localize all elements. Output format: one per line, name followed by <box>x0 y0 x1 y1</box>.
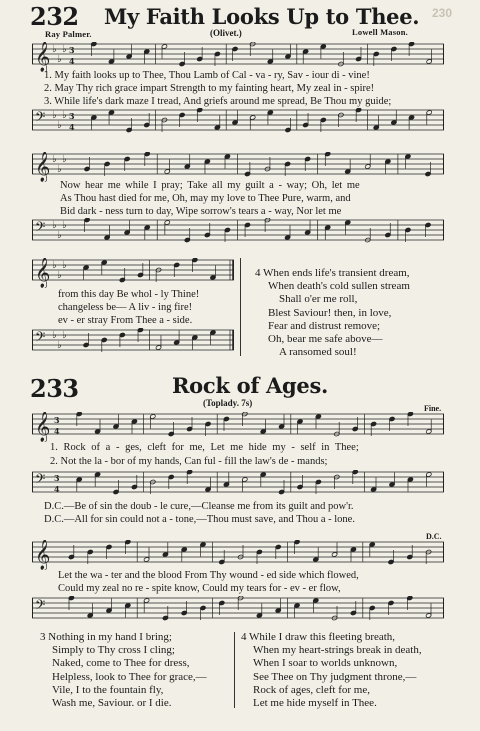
time-signature-bottom: 4 <box>69 122 75 132</box>
staff-233-s2-treble <box>32 540 444 570</box>
flat-sign-icon: ♭ <box>57 120 62 131</box>
note-head <box>204 159 210 174</box>
bass-clef-icon: 𝄢 <box>35 109 46 128</box>
note-head <box>101 260 107 275</box>
hymn-233-tune: (Toplady. 7s) <box>203 398 253 408</box>
staff-svg <box>32 412 444 442</box>
note-head <box>125 603 131 618</box>
lyric-232-s1-v2: 2. May Thy rich grace impart Strength to my fainting heart, My zeal in - spire! <box>44 83 375 94</box>
lyric-233-s2-v2: Could my zeal no re - spite know, Could my tears for - ev - er flow, <box>58 583 341 594</box>
fine-mark: Fine. <box>424 404 442 413</box>
note-head <box>391 111 397 126</box>
lyric-232-s1-v1: 1. My faith looks up to Thee, Thou Lamb of Cal - va - ry, Sav - iour di - vine! <box>44 70 370 81</box>
note-head <box>95 420 101 435</box>
flat-sign-icon: ♭ <box>57 230 62 241</box>
note-head <box>250 115 256 130</box>
treble-clef-icon: 𝄞 <box>35 42 51 72</box>
note-head <box>297 419 303 434</box>
note-head <box>210 330 216 345</box>
verse-line: See Thee on Thy judgment throne,— <box>253 670 417 683</box>
note-head <box>161 44 167 59</box>
note-head <box>144 598 150 613</box>
treble-clef-icon: 𝄞 <box>35 412 51 442</box>
verse-line: Vile, I to the fountain fly, <box>52 683 164 696</box>
note-head <box>224 154 230 169</box>
lyric-233-s2-v1: Let the wa - ter and the blood From Thy wound - ed side which flowed, <box>58 570 359 581</box>
note-head <box>305 221 311 236</box>
note-head <box>106 599 112 614</box>
treble-clef-icon: 𝄞 <box>35 152 51 182</box>
note-head <box>405 154 411 169</box>
staff-svg <box>32 258 234 288</box>
lyric-233-dc-v1: D.C.—Be of sin the doub - le cure,—Cleanse me from its guilt and pow'r. <box>44 501 354 512</box>
staff-svg <box>32 42 444 72</box>
lyric-232-s2-v2: As Thou hast died for me, Oh, may my love to Thee Pure, warm, and <box>60 193 351 204</box>
hymn-233-title: Rock of Ages. <box>172 373 329 398</box>
note-head <box>155 336 161 351</box>
hymn-232-title: My Faith Looks Up to Thee. <box>104 4 420 29</box>
faint-page-number: 230 <box>432 6 453 20</box>
note-head <box>162 543 168 558</box>
flat-sign-icon: ♭ <box>62 44 67 55</box>
staff-svg <box>32 470 444 500</box>
flat-sign-icon: ♭ <box>52 154 57 165</box>
verse-line: A ransomed soul! <box>279 346 357 359</box>
note-head <box>365 155 371 170</box>
note-head <box>144 548 150 563</box>
staff-233-s2-bass <box>32 596 444 626</box>
lyric-233-dc-v2: D.C.—All for sin could not a - tone,—Thou must save, and Thou a - lone. <box>44 514 355 525</box>
bass-clef-icon: 𝄢 <box>35 329 46 348</box>
note-head <box>371 478 377 493</box>
note-head <box>242 477 248 492</box>
treble-clef-icon: 𝄞 <box>35 540 51 570</box>
note-head <box>104 226 110 241</box>
time-signature-bottom: 4 <box>54 484 60 494</box>
verse-line: 4 While I draw this fleeting breath, <box>241 631 396 643</box>
flat-sign-icon: ♭ <box>62 260 67 271</box>
note-head <box>174 331 180 346</box>
note-head <box>164 160 170 175</box>
note-head <box>267 110 273 125</box>
note-head <box>315 414 321 429</box>
note-head <box>350 547 356 562</box>
verse-line: 3 Nothing in my hand I bring; <box>40 631 172 643</box>
hymn-232-tune: (Olivet.) <box>210 28 242 38</box>
hymn-233-verse-4 <box>241 631 422 710</box>
lyric-232-s3-v2: changeless be— A liv - ing fire! <box>58 302 193 313</box>
note-head <box>385 159 391 174</box>
verse-line: Fear and distrust remove; <box>268 319 381 332</box>
note-head <box>164 220 170 235</box>
staff-svg <box>32 108 444 138</box>
treble-clef-icon: 𝄞 <box>35 258 51 288</box>
note-head <box>426 420 432 435</box>
note-head <box>320 44 326 59</box>
hymn-233-vertical-divider <box>234 632 235 708</box>
lyric-232-s3-v3: ev - er stray From Thee a - side. <box>58 315 193 326</box>
note-head <box>87 604 93 619</box>
note-head <box>267 50 273 65</box>
verse-line: Blest Saviour! then, in love, <box>268 306 392 319</box>
flat-sign-icon: ♭ <box>57 54 62 65</box>
flat-sign-icon: ♭ <box>52 220 57 231</box>
staff-232-s2-bass <box>32 218 444 248</box>
note-head <box>126 45 132 60</box>
note-head <box>200 542 206 557</box>
note-head <box>285 45 291 60</box>
note-head <box>260 472 266 487</box>
note-head <box>426 604 432 619</box>
lyric-233-s1-v1: 1. Rock of a - ges, cleft for me, Let me hide my - self in Thee; <box>50 442 359 453</box>
note-head <box>91 115 97 130</box>
note-head <box>76 477 82 492</box>
note-head <box>108 50 114 65</box>
note-head <box>284 226 290 241</box>
flat-sign-icon: ♭ <box>57 270 62 281</box>
dc-mark: D.C. <box>426 532 442 541</box>
staff-svg <box>32 152 444 182</box>
verse-line: Let me hide myself in Thee. <box>253 697 377 710</box>
note-head <box>232 111 238 126</box>
hymn-233-number: 233 <box>30 374 79 403</box>
staff-svg <box>32 540 444 570</box>
note-head <box>369 542 375 557</box>
hymn-232-verse-4 <box>255 267 410 359</box>
bass-clef-icon: 𝄢 <box>35 219 46 238</box>
verse-line: Wash me, Saviour. or I die. <box>52 697 172 710</box>
note-head <box>210 266 216 281</box>
note-head <box>345 160 351 175</box>
lyric-232-s3-v1: from this day Be whol - ly Thine! <box>58 289 200 300</box>
note-head <box>407 477 413 492</box>
verse-line: Helpless, look to Thee for grace,— <box>52 670 207 683</box>
note-head <box>426 50 432 65</box>
hymn-232-vertical-divider <box>240 258 241 356</box>
verse-line: Oh, bear me safe above— <box>268 333 383 346</box>
flat-sign-icon: ♭ <box>62 154 67 165</box>
note-head <box>389 473 395 488</box>
note-head <box>131 419 137 434</box>
note-head <box>223 473 229 488</box>
lyric-232-s1-v3: 3. While life's dark maze I tread, And griefs around me spread, Be Thou my guide; <box>44 96 392 107</box>
flat-sign-icon: ♭ <box>57 340 62 351</box>
staff-233-s1-bass <box>32 470 444 500</box>
flat-sign-icon: ♭ <box>52 260 57 271</box>
note-head <box>192 335 198 350</box>
staff-233-s1-treble <box>32 412 444 442</box>
note-head <box>408 115 414 130</box>
verse-line: Naked, come to Thee for dress, <box>52 657 190 670</box>
staff-232-s3-treble <box>32 258 234 288</box>
note-head <box>144 49 150 64</box>
note-head <box>294 603 300 618</box>
staff-232-s1-treble <box>32 42 444 72</box>
flat-sign-icon: ♭ <box>62 110 67 121</box>
note-head <box>275 599 281 614</box>
note-head <box>313 548 319 563</box>
flat-sign-icon: ♭ <box>57 164 62 175</box>
flat-sign-icon: ♭ <box>52 330 57 341</box>
flat-sign-icon: ♭ <box>62 220 67 231</box>
staff-svg <box>32 218 444 248</box>
bass-clef-icon: 𝄢 <box>35 471 46 490</box>
verse-line: 4 When ends life's transient dream, <box>255 267 410 279</box>
verse-line: Simply to Thy cross I cling; <box>52 644 175 657</box>
lyric-232-s2-v3: Bid dark - ness turn to day, Wipe sorrow's tears a - way, Nor let me <box>60 206 342 217</box>
note-head <box>260 420 266 435</box>
lyric-232-s2-v1: Now hear me while I pray; Take all my guilt a - way; Oh, let me <box>60 180 360 191</box>
note-head <box>256 604 262 619</box>
time-signature-top: 3 <box>54 415 60 425</box>
staff-232-s3-bass <box>32 328 234 358</box>
time-signature-top: 3 <box>69 45 75 55</box>
note-head <box>214 116 220 131</box>
note-head <box>373 116 379 131</box>
note-head <box>95 472 101 487</box>
verse-line: Shall o'er me roll, <box>279 293 358 306</box>
note-head <box>83 265 89 280</box>
note-head <box>124 221 130 236</box>
staff-svg <box>32 328 234 358</box>
note-head <box>426 472 432 487</box>
flat-sign-icon: ♭ <box>62 330 67 341</box>
note-head <box>345 220 351 235</box>
note-head <box>113 415 119 430</box>
note-head <box>426 110 432 125</box>
time-signature-top: 3 <box>69 111 75 121</box>
note-head <box>332 543 338 558</box>
lyric-233-s1-v2: 2. Not the la - bor of my hands, Can ful - fill the law's de - mands; <box>50 456 328 467</box>
note-head <box>184 155 190 170</box>
note-head <box>313 598 319 613</box>
note-head <box>303 49 309 64</box>
time-signature-bottom: 4 <box>69 56 75 66</box>
note-head <box>205 478 211 493</box>
hymn-232-author: Ray Palmer. <box>45 29 92 39</box>
hymn-233-verse-3 <box>40 631 207 710</box>
verse-line: When death's cold sullen stream <box>268 280 410 293</box>
time-signature-top: 3 <box>54 473 60 483</box>
bass-clef-icon: 𝄢 <box>35 597 46 616</box>
time-signature-bottom: 4 <box>54 426 60 436</box>
staff-svg <box>32 596 444 626</box>
flat-sign-icon: ♭ <box>52 44 57 55</box>
verse-line: When my heart-strings break in death, <box>253 644 422 657</box>
note-head <box>181 547 187 562</box>
hymn-232-composer: Lowell Mason. <box>352 27 408 37</box>
note-head <box>108 110 114 125</box>
staff-232-s1-bass <box>32 108 444 138</box>
note-head <box>144 225 150 240</box>
verse-line: When I soar to worlds unknown, <box>253 657 398 670</box>
note-head <box>279 415 285 430</box>
note-head <box>325 225 331 240</box>
verse-line: Rock of ages, cleft for me, <box>253 683 370 696</box>
hymn-232-number: 232 <box>30 2 79 31</box>
staff-232-s2-treble <box>32 152 444 182</box>
note-head <box>150 414 156 429</box>
flat-sign-icon: ♭ <box>52 110 57 121</box>
